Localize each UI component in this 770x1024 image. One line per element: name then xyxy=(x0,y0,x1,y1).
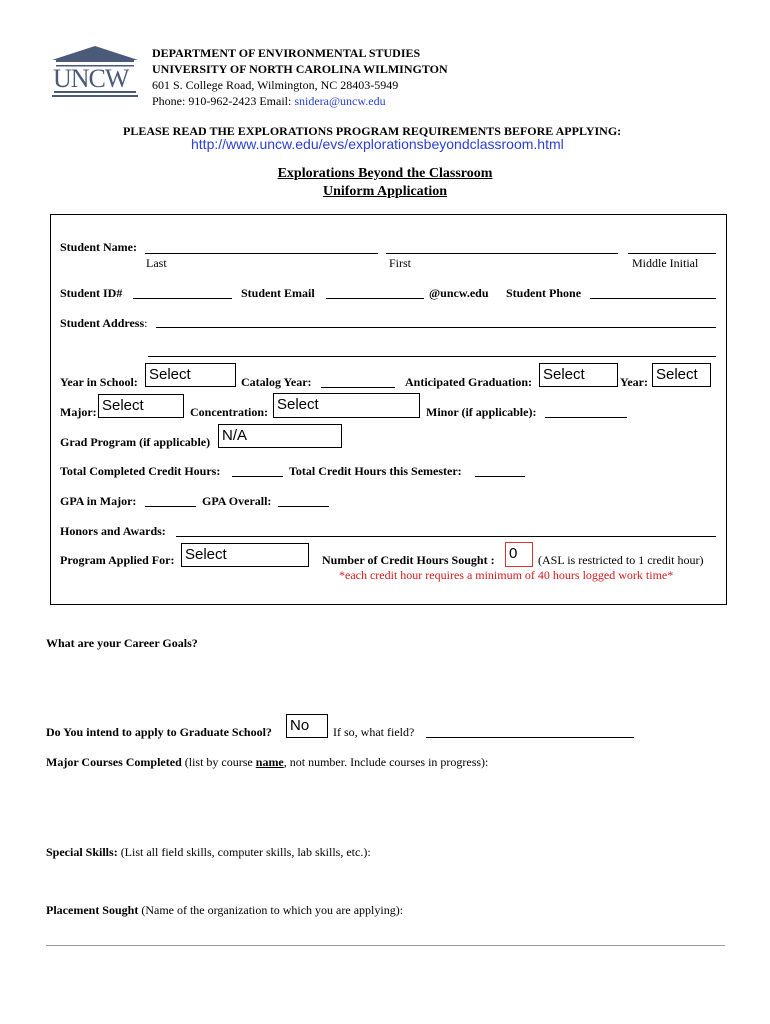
grad-program-select[interactable]: N/A xyxy=(218,424,342,448)
uncw-logo xyxy=(50,44,140,100)
student-email-label: Student Email xyxy=(241,286,315,300)
major-courses-title: Major Courses Completed xyxy=(46,755,182,769)
major-courses-post: , not number. Include courses in progress): xyxy=(283,755,489,769)
minor-input[interactable] xyxy=(545,417,627,418)
last-label: Last xyxy=(146,256,167,270)
honors-awards-input[interactable] xyxy=(176,536,716,537)
email-link[interactable]: snidera@uncw.edu xyxy=(294,94,386,108)
credit-hours-sought-label: Number of Credit Hours Sought : xyxy=(322,553,495,567)
program-applied-label: Program Applied For: xyxy=(60,553,175,567)
form-subtitle: Uniform Application xyxy=(322,184,448,199)
credit-hours-sought-input[interactable]: 0 xyxy=(505,542,533,567)
concentration-select[interactable]: Select xyxy=(273,393,420,418)
catalog-year-label: Catalog Year: xyxy=(241,375,312,389)
catalog-year-input[interactable] xyxy=(321,387,395,388)
student-address-input-2[interactable] xyxy=(148,356,716,357)
email-domain: @uncw.edu xyxy=(429,286,489,300)
last-name-input[interactable] xyxy=(145,253,378,254)
career-goals-label: What are your Career Goals? xyxy=(46,636,198,650)
semester-credit-hours-input[interactable] xyxy=(475,476,525,477)
credit-hour-requirement-note: *each credit hour requires a minimum of 40 hours logged work time* xyxy=(339,568,674,582)
grad-field-label: If so, what field? xyxy=(333,725,415,739)
honors-awards-label: Honors and Awards: xyxy=(60,524,166,538)
anticipated-graduation-select[interactable]: Select xyxy=(539,363,618,387)
gpa-major-label: GPA in Major: xyxy=(60,494,137,508)
special-skills-rest: (List all field skills, computer skills, lab skills, etc.): xyxy=(117,845,371,859)
asl-note: (ASL is restricted to 1 credit hour) xyxy=(538,553,704,567)
grad-school-label: Do You intend to apply to Graduate School? xyxy=(46,725,272,739)
address-colon: : xyxy=(144,316,148,330)
special-skills-label xyxy=(46,845,371,860)
year-label: Year: xyxy=(620,375,648,389)
logo-text: UNCW xyxy=(53,64,129,93)
grad-field-input[interactable] xyxy=(426,737,634,738)
student-phone-label: Student Phone xyxy=(506,286,582,300)
address: 601 S. College Road, Wilmington, NC 28403-5949 xyxy=(152,78,399,92)
major-courses-area[interactable] xyxy=(46,772,726,838)
gpa-major-input[interactable] xyxy=(145,506,196,507)
gpa-overall-input[interactable] xyxy=(278,506,329,507)
placement-sought-label xyxy=(46,903,403,918)
year-in-school-label: Year in School: xyxy=(60,375,138,389)
grad-program-label: Grad Program (if applicable) xyxy=(60,435,211,449)
year-select[interactable]: Select xyxy=(652,363,711,387)
special-skills-area[interactable] xyxy=(46,862,726,898)
year-in-school-select[interactable]: Select xyxy=(145,363,236,387)
first-name-input[interactable] xyxy=(386,253,618,254)
student-address-label xyxy=(60,316,147,331)
student-id-input[interactable] xyxy=(133,298,232,299)
requirements-notice: PLEASE READ THE EXPLORATIONS PROGRAM REQUIREMENTS BEFORE APPLYING: xyxy=(123,124,622,138)
major-courses-pre: (list by course xyxy=(181,755,256,769)
career-goals-area[interactable] xyxy=(46,652,726,708)
total-credit-hours-label: Total Completed Credit Hours: xyxy=(60,464,221,478)
major-courses-name: name xyxy=(255,755,284,769)
middle-initial-label: Middle Initial xyxy=(632,256,699,270)
address-label-text: Student Address xyxy=(60,316,145,330)
phone-text: Phone: 910-962-2423 Email: xyxy=(152,94,295,108)
special-skills-title: Special Skills: xyxy=(46,845,118,859)
student-name-label: Student Name: xyxy=(60,240,137,254)
total-credit-hours-input[interactable] xyxy=(232,476,283,477)
requirements-link[interactable]: http://www.uncw.edu/evs/explorationsbeyondclassroom.html xyxy=(191,136,564,152)
semester-credit-hours-label: Total Credit Hours this Semester: xyxy=(289,464,462,478)
placement-divider xyxy=(46,945,725,946)
university-name: UNIVERSITY OF NORTH CAROLINA WILMINGTON xyxy=(152,62,448,76)
contact xyxy=(152,94,386,109)
form-title: Explorations Beyond the Classroom xyxy=(277,166,493,181)
placement-sought-rest: (Name of the organization to which you are applying): xyxy=(138,903,404,917)
student-address-input-1[interactable] xyxy=(156,327,716,328)
major-courses-label xyxy=(46,755,488,770)
grad-school-select[interactable]: No xyxy=(286,714,328,738)
anticipated-graduation-label: Anticipated Graduation: xyxy=(405,375,533,389)
middle-initial-input[interactable] xyxy=(628,253,716,254)
concentration-label: Concentration: xyxy=(190,405,268,419)
student-id-label: Student ID# xyxy=(60,286,123,300)
minor-label: Minor (if applicable): xyxy=(426,405,537,419)
major-select[interactable]: Select xyxy=(98,394,184,418)
dept-name: DEPARTMENT OF ENVIRONMENTAL STUDIES xyxy=(152,46,421,60)
placement-sought-title: Placement Sought xyxy=(46,903,139,917)
major-label: Major: xyxy=(60,405,97,419)
student-phone-input[interactable] xyxy=(590,298,716,299)
first-label: First xyxy=(389,256,412,270)
student-email-input[interactable] xyxy=(326,298,424,299)
program-applied-select[interactable]: Select xyxy=(181,543,309,567)
gpa-overall-label: GPA Overall: xyxy=(202,494,272,508)
